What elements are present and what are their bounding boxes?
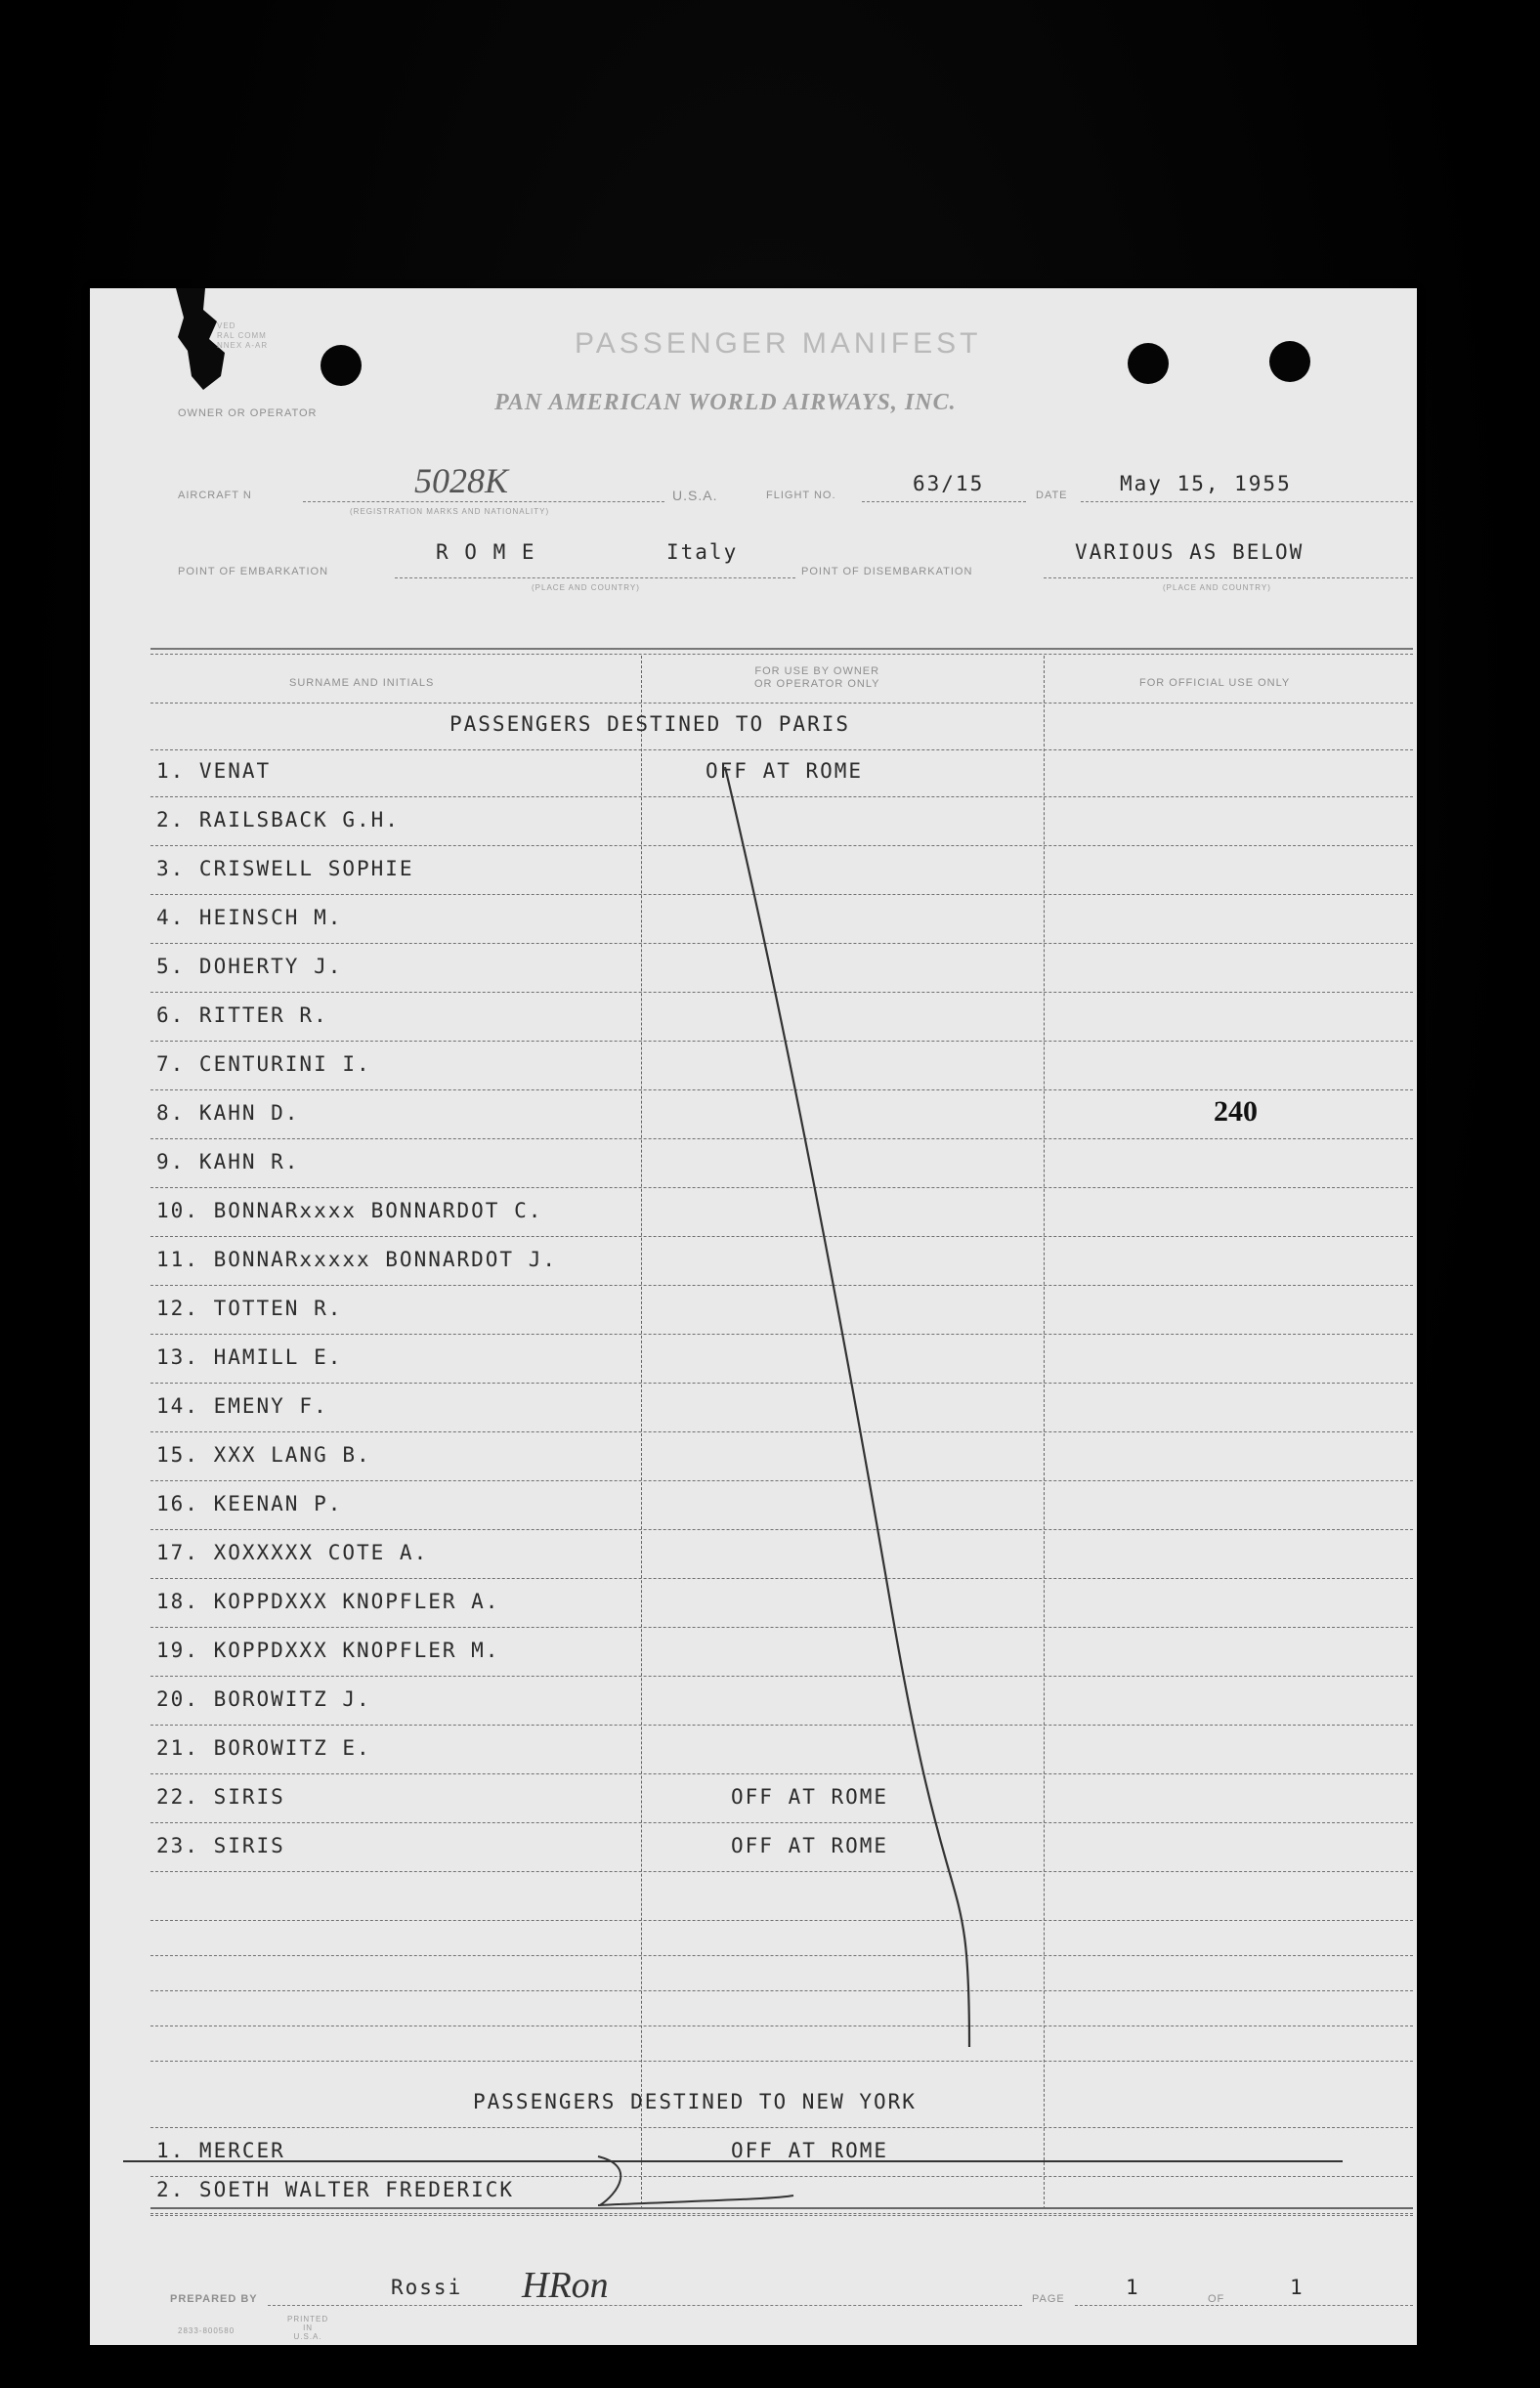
paris-row-name: 20. BOROWITZ J. (156, 1687, 371, 1711)
col-header-official: FOR OFFICIAL USE ONLY (1139, 677, 1291, 689)
disembarkation-value: VARIOUS AS BELOW (1075, 540, 1305, 564)
paris-row-rule (150, 992, 1413, 993)
table-top-rule (150, 648, 1413, 650)
approval-stamp: VED RAL COMM NNEX A-AR (217, 321, 269, 350)
section-newyork-rule (150, 2127, 1413, 2128)
page-number: 1 (1126, 2276, 1140, 2299)
paris-row-name: 15. XXX LANG B. (156, 1443, 371, 1467)
newyork-row-operator-note: OFF AT ROME (731, 2139, 889, 2162)
table-bottom-rule-2 (150, 2213, 1413, 2214)
paris-row-name: 3. CRISWELL SOPHIE (156, 857, 414, 880)
signature: HRon (522, 2265, 609, 2306)
section-paris-title: PASSENGERS DESTINED TO PARIS (449, 712, 851, 736)
paris-row-rule (150, 1089, 1413, 1090)
aircraft-label: AIRCRAFT N (178, 490, 252, 501)
paris-row-rule (150, 943, 1413, 944)
form-number: 2833-800580 (178, 2326, 235, 2335)
paris-row-operator-note: OFF AT ROME (731, 1834, 889, 1857)
paris-row-rule (150, 1285, 1413, 1286)
operator-name: PAN AMERICAN WORLD AIRWAYS, INC. (494, 390, 957, 415)
paris-row-name: 21. BOROWITZ E. (156, 1736, 371, 1760)
paris-row-name: 8. KAHN D. (156, 1101, 300, 1125)
embarkation-city: R O M E (436, 540, 536, 564)
date-label: DATE (1036, 490, 1068, 501)
paris-row-rule (150, 1334, 1413, 1335)
paris-row-rule (150, 1236, 1413, 1237)
table-top-rule-2 (150, 654, 1413, 655)
paris-row-rule (150, 1431, 1413, 1432)
aircraft-number: 5028K (414, 461, 509, 500)
paris-row-name: 12. TOTTEN R. (156, 1297, 343, 1320)
paris-row-name: 10. BONNARxxxx BONNARDOT C. (156, 1199, 543, 1222)
newyork-row-rule (150, 2176, 1413, 2177)
section-newyork-title: PASSENGERS DESTINED TO NEW YORK (473, 2090, 917, 2113)
prepared-by-label: PREPARED BY (170, 2293, 258, 2305)
newyork-row-rule (150, 2215, 1413, 2216)
newyork-row-name: 2. SOETH WALTER FREDERICK (156, 2178, 515, 2201)
paris-row-name: 5. DOHERTY J. (156, 955, 343, 978)
paris-row-operator-note: OFF AT ROME (706, 759, 864, 783)
prepared-by-underline (268, 2305, 1022, 2306)
embarkation-underline (395, 577, 795, 578)
column-divider-2 (1044, 656, 1045, 2209)
printed-mark: PRINTED IN U.S.A. (287, 2315, 329, 2341)
paris-row-rule (150, 796, 1413, 797)
embarkation-country: Italy (666, 540, 739, 564)
paris-row-rule (150, 1627, 1413, 1628)
paris-row-rule (150, 1187, 1413, 1188)
paris-row-rule (150, 845, 1413, 846)
paris-row-name: 18. KOPPDXXX KNOPFLER A. (156, 1590, 500, 1613)
col-header-surname: SURNAME AND INITIALS (289, 677, 435, 689)
paris-row-rule (150, 1725, 1413, 1726)
nationality: U.S.A. (672, 488, 718, 503)
disembarkation-place-note: (PLACE AND COUNTRY) (1163, 583, 1271, 592)
table-bottom-rule (150, 2207, 1413, 2209)
page-label: PAGE (1032, 2293, 1065, 2305)
disembarkation-label: POINT OF DISEMBARKATION (801, 566, 973, 577)
paris-row-rule (150, 1578, 1413, 1579)
paris-row-name: 13. HAMILL E. (156, 1345, 343, 1369)
empty-row-rule (150, 1955, 1413, 1956)
paris-row-name: 7. CENTURINI I. (156, 1052, 371, 1076)
date-underline (1081, 501, 1413, 502)
aircraft-underline (303, 501, 664, 502)
paris-row-rule (150, 1822, 1413, 1823)
prepared-by-name: Rossi (391, 2276, 463, 2299)
flight-label: FLIGHT NO. (766, 490, 836, 501)
paris-row-rule (150, 1041, 1413, 1042)
empty-row-rule (150, 1920, 1413, 1921)
paris-row-operator-note: OFF AT ROME (731, 1785, 889, 1809)
empty-row-rule (150, 1990, 1413, 1991)
col-header-operator: FOR USE BY OWNER OR OPERATOR ONLY (754, 665, 880, 690)
disembarkation-underline (1044, 577, 1413, 578)
form-title: PASSENGER MANIFEST (575, 327, 982, 360)
paris-row-name: 1. VENAT (156, 759, 272, 783)
paris-row-name: 23. SIRIS (156, 1834, 285, 1857)
paris-row-rule (150, 894, 1413, 895)
punch-hole-left (321, 345, 362, 386)
paris-row-name: 14. EMENY F. (156, 1394, 328, 1418)
paris-row-name: 22. SIRIS (156, 1785, 285, 1809)
paris-row-name: 17. XOXXXXX COTE A. (156, 1541, 429, 1564)
registration-note: (REGISTRATION MARKS AND NATIONALITY) (350, 507, 550, 516)
paris-row-rule (150, 1480, 1413, 1481)
date-value: May 15, 1955 (1120, 472, 1292, 495)
embarkation-label: POINT OF EMBARKATION (178, 566, 329, 577)
manifest-sheet (90, 288, 1417, 2345)
paris-row-rule (150, 1383, 1413, 1384)
paris-row-name: 4. HEINSCH M. (156, 906, 343, 929)
header-bottom-rule (150, 703, 1413, 704)
paris-row-rule (150, 1773, 1413, 1774)
paris-row-name: 16. KEENAN P. (156, 1492, 343, 1515)
embarkation-place-note: (PLACE AND COUNTRY) (532, 583, 640, 592)
page-underline (1075, 2305, 1413, 2306)
page-total: 1 (1290, 2276, 1305, 2299)
operator-label: OWNER OR OPERATOR (178, 407, 318, 419)
paris-row-name: 19. KOPPDXXX KNOPFLER M. (156, 1639, 500, 1662)
of-label: OF (1208, 2293, 1225, 2305)
paris-row-rule (150, 1138, 1413, 1139)
paris-row-official-note: 240 (1214, 1095, 1258, 1128)
empty-row-rule (150, 2061, 1413, 2062)
flight-number: 63/15 (913, 472, 985, 495)
paris-row-name: 11. BONNARxxxxx BONNARDOT J. (156, 1248, 558, 1271)
flight-underline (862, 501, 1026, 502)
section-paris-rule (150, 749, 1413, 750)
paris-row-name: 6. RITTER R. (156, 1003, 328, 1027)
paris-row-rule (150, 1529, 1413, 1530)
punch-hole-right-2 (1269, 341, 1310, 382)
mercer-strikethrough (123, 2160, 1343, 2162)
punch-hole-right-1 (1128, 343, 1169, 384)
paris-row-name: 2. RAILSBACK G.H. (156, 808, 400, 832)
paris-row-rule (150, 1676, 1413, 1677)
newyork-row-name: 1. MERCER (156, 2139, 285, 2162)
paris-row-rule (150, 1871, 1413, 1872)
paris-row-name: 9. KAHN R. (156, 1150, 300, 1173)
column-divider-1 (641, 656, 642, 2209)
